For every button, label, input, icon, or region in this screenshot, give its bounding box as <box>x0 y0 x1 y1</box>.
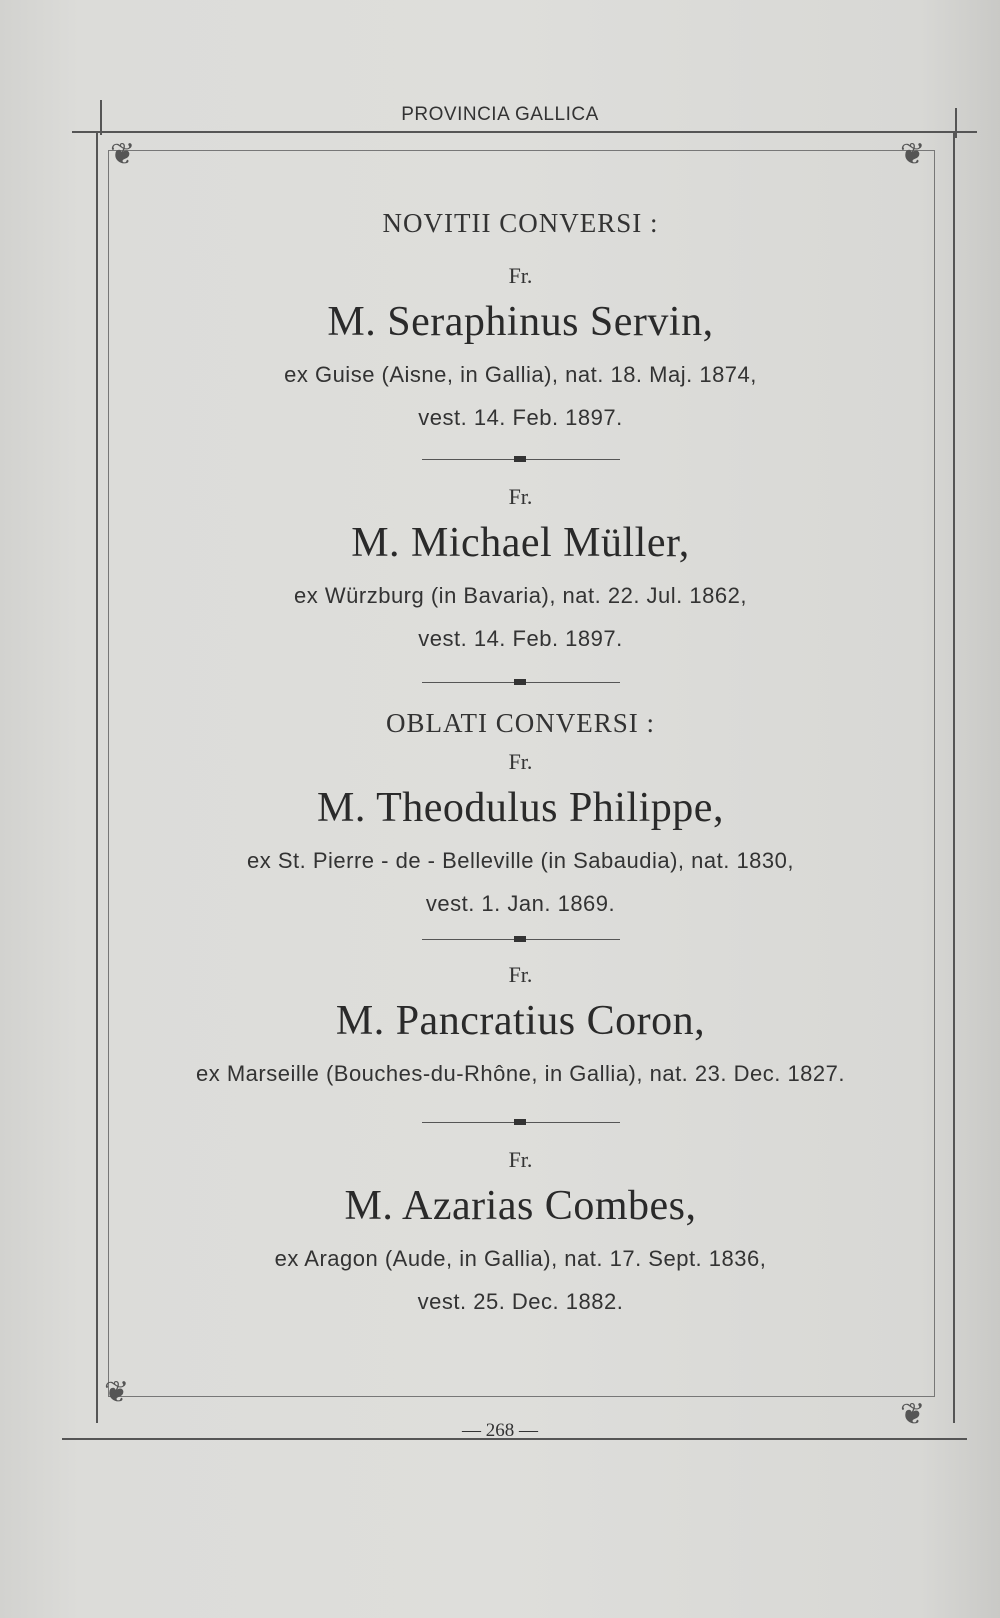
entry-origin: ex Aragon (Aude, in Gallia), nat. 17. Sept. 1836, <box>274 1246 767 1271</box>
entry-vest: vest. 25. Dec. 1882. <box>417 1289 624 1314</box>
separator-rule <box>422 1122 620 1123</box>
entry-prefix: Fr. <box>508 484 533 509</box>
entry-origin: ex Guise (Aisne, in Gallia), nat. 18. Maj. 1874, <box>284 362 757 387</box>
entry-vest: vest. 14. Feb. 1897. <box>418 626 623 651</box>
section-title: OBLATI CONVERSI : <box>385 708 655 738</box>
entry-name: M. Seraphinus Servin, <box>327 299 714 345</box>
entry-origin: ex Marseille (Bouches-du-Rhône, in Gallia), nat. 23. Dec. 1827. <box>195 1061 846 1086</box>
section-title: NOVITII CONVERSI : <box>382 208 659 238</box>
entry-prefix: Fr. <box>508 1147 533 1172</box>
entry-vest: vest. 1. Jan. 1869. <box>425 891 616 916</box>
separator-rule <box>422 939 620 940</box>
entry <box>108 261 933 439</box>
left-frame-rule <box>96 133 98 1423</box>
left-outer-rule <box>100 100 102 135</box>
right-outer-rule <box>955 108 957 138</box>
separator-rule <box>422 682 620 683</box>
entry <box>108 482 933 660</box>
entry-name: M. Michael Müller, <box>351 520 690 566</box>
corner-ornament-icon: ❦ <box>110 137 136 172</box>
entry-prefix: Fr. <box>508 962 533 987</box>
running-header: PROVINCIA GALLICA <box>401 104 599 125</box>
register-content <box>108 205 933 1323</box>
entry <box>108 747 933 925</box>
top-rule <box>72 131 977 133</box>
entry-vest: vest. 14. Feb. 1897. <box>418 405 623 430</box>
corner-ornament-icon: ❦ <box>900 1397 926 1432</box>
corner-ornament-icon: ❦ <box>900 137 926 172</box>
entry-prefix: Fr. <box>508 263 533 288</box>
entry-prefix: Fr. <box>508 749 533 774</box>
entry <box>108 1145 933 1323</box>
right-frame-rule <box>953 133 955 1423</box>
entry-name: M. Pancratius Coron, <box>335 998 706 1044</box>
separator-rule <box>422 459 620 460</box>
entry-origin: ex Würzburg (in Bavaria), nat. 22. Jul. 1862, <box>294 583 747 608</box>
entry <box>108 960 933 1096</box>
entry-name: M. Azarias Combes, <box>344 1183 697 1229</box>
entry-origin: ex St. Pierre - de - Belleville (in Sabaudia), nat. 1830, <box>247 848 794 873</box>
entry-name: M. Theodulus Philippe, <box>317 785 724 831</box>
corner-ornament-icon: ❦ <box>104 1375 130 1410</box>
page-number: — 268 — <box>462 1420 538 1441</box>
